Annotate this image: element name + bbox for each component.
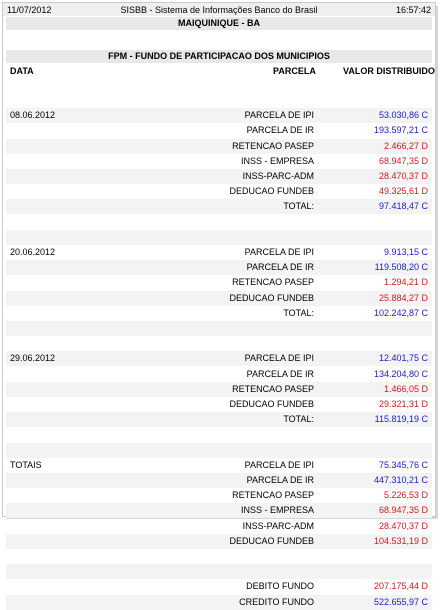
report-date: 11/07/2012 <box>7 5 52 15</box>
report-window <box>2 2 436 607</box>
row-valor: 119.508,20 C <box>374 262 428 273</box>
col-parcela: PARCELA <box>273 66 316 76</box>
row-valor: 1.294,21 D <box>383 277 428 288</box>
table-row <box>6 519 432 534</box>
row-parcela: RETENCAO PASEP <box>232 490 314 501</box>
group-row <box>6 245 432 260</box>
group-row <box>6 108 432 123</box>
row-valor: 2.466,27 D <box>383 140 428 151</box>
spacer-row <box>6 564 432 579</box>
table-row <box>6 488 432 503</box>
table-row <box>6 260 432 275</box>
table-row <box>6 199 432 214</box>
spacer-row <box>6 443 432 458</box>
row-parcela: TOTAL: <box>283 414 314 425</box>
row-valor: 97.418,47 C <box>378 201 428 212</box>
report-time: 16:57:42 <box>395 5 431 15</box>
municipio-bar: MAIQUINIQUE - BA <box>6 17 432 30</box>
row-parcela: PARCELA DE IPI <box>244 353 314 364</box>
row-valor: 522.655,97 C <box>373 596 428 607</box>
table-row <box>6 397 432 412</box>
spacer-row <box>6 427 432 442</box>
table-row <box>6 367 432 382</box>
row-parcela: PARCELA DE IR <box>246 262 314 273</box>
row-valor: 68.947,35 D <box>378 155 428 166</box>
row-valor: 28.470,37 D <box>378 520 428 531</box>
table-row <box>6 169 432 184</box>
row-valor: 115.819,19 C <box>374 414 428 425</box>
row-parcela: TOTAL: <box>283 201 314 212</box>
row-parcela: RETENCAO PASEP <box>232 383 314 394</box>
spacer-row <box>6 215 432 230</box>
row-parcela: INSS - EMPRESA <box>240 505 314 516</box>
row-valor: 134.204,80 C <box>373 368 428 379</box>
row-valor: 25.884,27 D <box>378 292 428 303</box>
spacer-row <box>6 549 432 564</box>
row-parcela: PARCELA DE IPI <box>244 459 314 470</box>
row-valor: 29.321,31 D <box>378 399 428 409</box>
row-parcela: PARCELA DE IR <box>246 475 314 485</box>
row-parcela: DEDUCAO FUNDEB <box>229 399 314 409</box>
row-valor: 5.226,53 D <box>383 490 428 501</box>
row-valor: 68.947,35 D <box>378 505 428 516</box>
row-parcela: PARCELA DE IR <box>246 368 314 379</box>
row-parcela: RETENCAO PASEP <box>232 277 314 288</box>
row-valor: 104.531,19 D <box>373 535 428 546</box>
table-row <box>6 473 432 488</box>
table-row <box>6 139 432 154</box>
row-valor: 447.310,21 C <box>373 475 428 485</box>
table-row <box>6 123 432 138</box>
table-row <box>6 275 432 290</box>
row-parcela: CREDITO FUNDO <box>239 596 314 607</box>
table-row <box>6 503 432 518</box>
table-row <box>6 306 432 321</box>
spacer-row <box>6 93 432 108</box>
col-date: DATA <box>10 66 34 76</box>
row-parcela: PARCELA DE IR <box>246 125 314 136</box>
row-valor: 28.470,37 D <box>378 171 428 181</box>
spacer-row <box>6 230 432 245</box>
row-parcela: INSS-PARC-ADM <box>242 171 314 181</box>
row-valor: 12.401,75 C <box>378 353 428 364</box>
row-date: 08.06.2012 <box>10 110 56 121</box>
row-valor: 193.597,21 C <box>373 125 428 136</box>
group-row <box>6 458 432 473</box>
table-row <box>6 154 432 169</box>
row-date: TOTAIS <box>10 459 42 470</box>
row-valor: 53.030,86 C <box>378 110 428 121</box>
row-parcela: TOTAL: <box>283 307 314 318</box>
row-date: 29.06.2012 <box>10 353 56 364</box>
table-row <box>6 382 432 397</box>
table-row <box>6 412 432 427</box>
row-valor: 1.466,05 D <box>383 383 428 394</box>
spacer-row <box>6 321 432 336</box>
row-parcela: DEBITO FUNDO <box>246 581 314 592</box>
row-parcela: DEDUCAO FUNDEB <box>229 535 314 546</box>
row-valor: 207.175,44 D <box>373 581 428 592</box>
row-parcela: PARCELA DE IPI <box>244 110 314 121</box>
row-valor: 9.913,15 C <box>383 247 428 257</box>
row-parcela: INSS-PARC-ADM <box>242 520 314 531</box>
row-valor: 49.325,61 D <box>378 186 428 197</box>
table-row <box>6 291 432 306</box>
spacer-row <box>6 336 432 351</box>
row-parcela: DEDUCAO FUNDEB <box>229 186 314 197</box>
table-row <box>6 534 432 549</box>
row-parcela: PARCELA DE IPI <box>244 247 314 257</box>
col-valor: VALOR DISTRIBUIDO <box>343 66 435 76</box>
system-name: SISBB - Sistema de Informações Banco do Brasil <box>120 5 318 15</box>
section-title: FPM - FUNDO DE PARTICIPACAO DOS MUNICIPIOS <box>6 50 432 63</box>
row-valor: 102.242,87 C <box>373 307 428 318</box>
row-parcela: RETENCAO PASEP <box>232 140 314 151</box>
row-parcela: INSS - EMPRESA <box>240 155 314 166</box>
row-date: 20.06.2012 <box>10 247 56 257</box>
table-row <box>6 184 432 199</box>
title-bar <box>3 3 435 16</box>
row-parcela: DEDUCAO FUNDEB <box>229 292 314 303</box>
row-valor: 75.345,76 C <box>378 459 428 470</box>
table-row <box>6 595 432 610</box>
group-row <box>6 351 432 366</box>
table-row <box>6 579 432 594</box>
